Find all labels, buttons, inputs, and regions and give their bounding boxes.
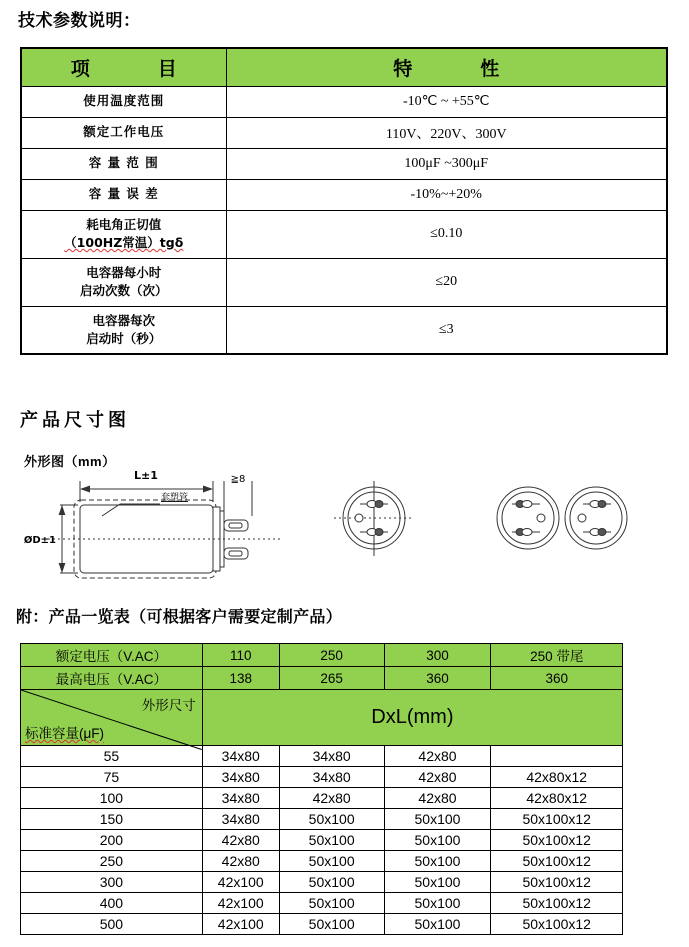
size-300v: 50x100	[384, 809, 491, 830]
table-row	[21, 179, 667, 210]
capacitor-outline-drawing	[20, 468, 660, 590]
rated-voltage-value-1: 110	[202, 644, 279, 667]
size-110v: 42x80	[202, 851, 279, 872]
spec-item-start-duration	[21, 306, 226, 354]
specification-table	[20, 47, 668, 355]
size-110v: 34x80	[202, 767, 279, 788]
spec-item-dissipation-factor-line2: （100HZ常温）tgδ	[64, 235, 184, 250]
end-view-pair-right	[565, 487, 627, 549]
spec-value-rated-voltage: 110V、220V、300V	[226, 117, 667, 148]
size-110v: 42x100	[202, 914, 279, 935]
size-250v: 50x100	[279, 809, 384, 830]
spec-value-dissipation-factor: ≤0.10	[226, 210, 667, 258]
size-250v-tail: 50x100x12	[491, 893, 623, 914]
spec-header-item: 项 目	[21, 48, 226, 86]
terminal-height-label: ≧8	[230, 474, 246, 485]
product-list-table	[20, 643, 623, 935]
spec-table-head	[21, 48, 667, 86]
table-row	[21, 914, 623, 935]
size-250v-tail: 42x80x12	[491, 767, 623, 788]
table-row	[21, 851, 623, 872]
table-row	[21, 210, 667, 258]
table-row	[21, 306, 667, 354]
size-300v: 42x80	[384, 746, 491, 767]
rated-voltage-value-3: 300	[384, 644, 491, 667]
spec-header-row	[21, 48, 667, 86]
size-250v-tail: 50x100x12	[491, 809, 623, 830]
rated-voltage-value-4: 250 带尾	[491, 644, 623, 667]
sleeve-label: 套塑管	[161, 493, 189, 503]
spec-item-starts-per-hour	[21, 258, 226, 306]
size-250v: 50x100	[279, 830, 384, 851]
spec-item-start-duration-line2: 启动时（秒）	[86, 330, 162, 346]
size-header-dxl: DxL(mm)	[202, 690, 622, 746]
spec-item-dissipation-factor	[21, 210, 226, 258]
spec-value-capacitance-range: 100μF ~300μF	[226, 148, 667, 179]
size-250v-tail: 50x100x12	[491, 851, 623, 872]
size-250v: 50x100	[279, 872, 384, 893]
end-view-pair-left-terminal-lower	[512, 529, 540, 536]
diagonal-split-header-cell	[21, 690, 203, 746]
size-250v-tail: 50x100x12	[491, 872, 623, 893]
table-row	[21, 258, 667, 306]
rated-voltage-label: 额定电压（V.AC）	[21, 644, 203, 667]
spec-item-starts-per-hour-line2: 启动次数（次）	[79, 283, 168, 298]
diameter-dimension-label: ØD±1	[23, 535, 56, 546]
size-250v-tail: 42x80x12	[491, 788, 623, 809]
corner-label-dimensions: 外形尺寸	[141, 698, 196, 713]
length-dimension	[80, 481, 213, 502]
length-dimension-label: L±1	[134, 469, 158, 482]
spec-value-capacitance-tolerance: -10%~+20%	[226, 179, 667, 210]
size-110v: 42x80	[202, 830, 279, 851]
terminal-height-dimension	[224, 481, 252, 516]
spec-item-temperature-range: 使用温度范围	[21, 86, 226, 117]
size-250v: 50x100	[279, 914, 384, 935]
spec-value-starts-per-hour: ≤20	[226, 258, 667, 306]
size-110v: 34x80	[202, 746, 279, 767]
spec-item-dissipation-factor-line1: 耗电角正切值	[86, 216, 162, 232]
size-300v: 42x80	[384, 788, 491, 809]
capacity-value: 300	[21, 872, 203, 893]
spec-item-rated-voltage: 额定工作电压	[21, 117, 226, 148]
rated-voltage-value-2: 250	[279, 644, 384, 667]
table-row	[21, 872, 623, 893]
capacity-value: 150	[21, 809, 203, 830]
table-row	[21, 767, 623, 788]
size-250v-tail: 50x100x12	[491, 914, 623, 935]
table-row	[21, 788, 623, 809]
capacity-value: 250	[21, 851, 203, 872]
size-250v-tail	[491, 746, 623, 767]
outline-drawing-label: 外形图（mm）	[24, 454, 116, 469]
page-title-dimensions: 产品尺寸图	[20, 410, 130, 430]
page-title-spec: 技术参数说明：	[18, 11, 141, 30]
max-voltage-value-1: 138	[202, 667, 279, 690]
table-row	[21, 893, 623, 914]
corner-label-capacity: 标准容量(μF)	[25, 726, 105, 741]
size-250v-tail: 50x100x12	[491, 830, 623, 851]
size-300v: 50x100	[384, 851, 491, 872]
spec-value-start-duration: ≤3	[226, 306, 667, 354]
end-view-pair-left	[497, 487, 559, 549]
terminal-tab-upper	[224, 520, 248, 531]
table-row-size-header	[21, 690, 623, 746]
table-row	[21, 830, 623, 851]
end-view-terminal-lower	[360, 529, 388, 536]
capacity-value: 100	[21, 788, 203, 809]
size-300v: 50x100	[384, 872, 491, 893]
end-view-pair-right-terminal-upper	[583, 501, 611, 508]
spec-item-starts-per-hour-line1: 电容器每小时	[86, 264, 162, 280]
end-view-pair-left-terminal-upper	[512, 501, 540, 508]
capacity-value: 200	[21, 830, 203, 851]
spec-item-capacitance-tolerance: 容 量 误 差	[21, 179, 226, 210]
size-300v: 50x100	[384, 914, 491, 935]
size-250v: 50x100	[279, 893, 384, 914]
end-view-pair-right-terminal-lower	[583, 529, 611, 536]
page-title-product-list: 附：产品一览表（可根据客户需要定制产品）	[16, 609, 343, 626]
size-250v: 34x80	[279, 767, 384, 788]
max-voltage-label: 最高电压（V.AC）	[21, 667, 203, 690]
max-voltage-value-4: 360	[491, 667, 623, 690]
spec-value-temperature-range: -10℃ ~ +55℃	[226, 86, 667, 117]
table-row-rated-voltage	[21, 644, 623, 667]
table-row-max-voltage	[21, 667, 623, 690]
product-list-body	[21, 746, 623, 935]
size-250v: 50x100	[279, 851, 384, 872]
spec-item-start-duration-line1: 电容器每次	[92, 312, 155, 328]
capacity-value: 500	[21, 914, 203, 935]
product-list-voltage-head	[21, 644, 623, 746]
table-row	[21, 148, 667, 179]
table-row	[21, 809, 623, 830]
size-110v: 42x100	[202, 872, 279, 893]
max-voltage-value-2: 265	[279, 667, 384, 690]
max-voltage-value-3: 360	[384, 667, 491, 690]
end-view-terminal-upper	[360, 501, 388, 508]
size-300v: 50x100	[384, 893, 491, 914]
end-view-single	[334, 481, 414, 556]
table-row	[21, 117, 667, 148]
size-300v: 42x80	[384, 767, 491, 788]
table-row	[21, 86, 667, 117]
capacity-value: 55	[21, 746, 203, 767]
size-110v: 34x80	[202, 809, 279, 830]
terminal-tab-lower	[224, 548, 248, 559]
capacity-value: 75	[21, 767, 203, 788]
spec-header-characteristic: 特 性	[226, 48, 667, 86]
spec-item-capacitance-range: 容 量 范 围	[21, 148, 226, 179]
size-250v: 34x80	[279, 746, 384, 767]
size-250v: 42x80	[279, 788, 384, 809]
size-300v: 50x100	[384, 830, 491, 851]
size-110v: 42x100	[202, 893, 279, 914]
spec-table-body	[21, 86, 667, 354]
capacity-value: 400	[21, 893, 203, 914]
size-110v: 34x80	[202, 788, 279, 809]
